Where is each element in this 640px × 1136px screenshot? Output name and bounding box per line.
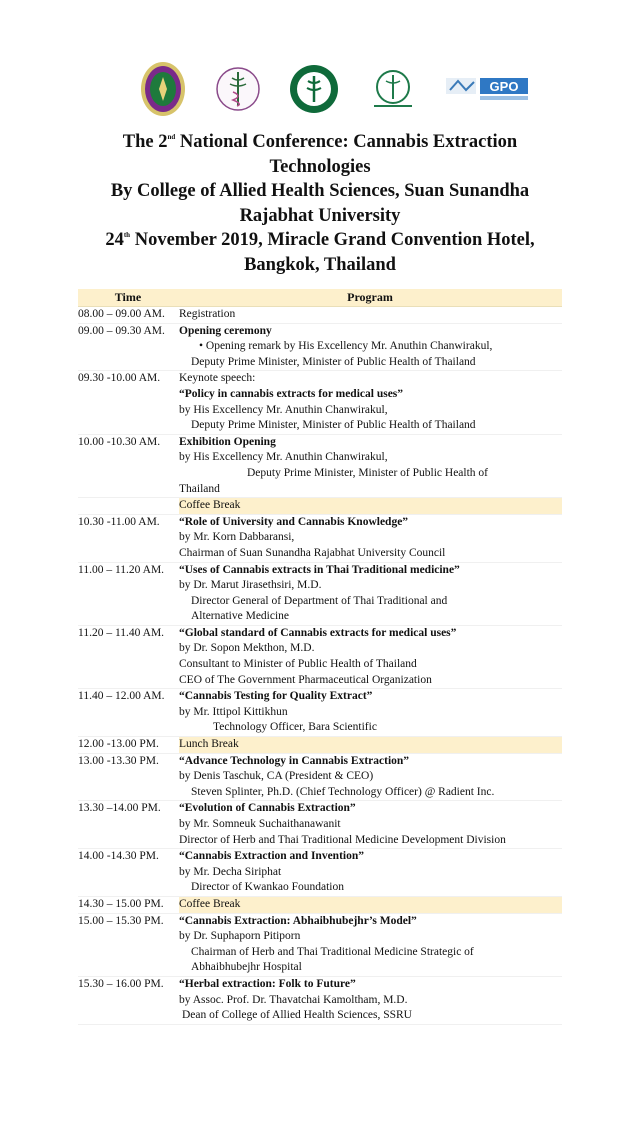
gpo-logo (446, 76, 530, 102)
program-cell: “Role of University and Cannabis Knowledge” by Mr. Korn Dabbaransi, Chairman of Suan Sunandha Rajabhat University Council (179, 515, 446, 559)
table-row (78, 977, 562, 1025)
university-seal-logo (140, 61, 186, 117)
table-row (78, 515, 562, 563)
title-line-1: The 2nd National Conference: Cannabis Extraction (122, 132, 518, 152)
logo-strip (140, 58, 530, 120)
program-cell: Registration (179, 308, 236, 320)
time-cell: 13.30 –14.00 PM. (78, 802, 161, 815)
time-cell (78, 498, 179, 514)
table-row-break (78, 737, 562, 754)
program-cell: Opening ceremony • Opening remark by His Excellency Mr. Anuthin Chanwirakul, Deputy Prime Minister, Minister of Public Health of Thailand (179, 324, 493, 368)
program-cell: “Cannabis Extraction and Invention” by Mr. Decha Siriphat Director of Kwankao Foundation (179, 850, 364, 894)
table-row (78, 435, 562, 498)
time-column-header: Time (114, 290, 142, 304)
program-cell: “Global standard of Cannabis extracts for medical uses” by Dr. Sopon Mekthon, M.D. Consultant to Minister of Public Health of Thailand CEO of The Government Pharmaceutical Organization (179, 626, 457, 686)
title-line-4: Rajabhat University (239, 205, 401, 226)
program-cell: Coffee Break (179, 498, 562, 514)
table-row (78, 626, 562, 689)
table-row (78, 849, 562, 897)
time-cell: 08.00 – 09.00 AM. (78, 308, 165, 320)
time-cell: 11.00 – 11.20 AM. (78, 563, 165, 576)
program-cell: Exhibition Opening by His Excellency Mr. Anuthin Chanwirakul, Deputy Prime Minister, Minister of Public Health of Thailand (179, 435, 489, 495)
program-cell: Coffee Break (179, 897, 562, 913)
program-cell: “Cannabis Testing for Quality Extract” by Mr. Ittipol Kittikhun Technology Officer, Bara Scientific (179, 690, 377, 734)
time-cell: 14.30 – 15.00 PM. (78, 897, 164, 910)
time-cell: 15.30 – 16.00 PM. (78, 977, 164, 990)
program-column-header: Program (347, 290, 393, 304)
schedule-table (78, 289, 562, 1025)
time-cell: 14.00 -14.30 PM. (78, 850, 159, 863)
gpo-logo-text: GPO (489, 79, 519, 94)
time-cell: 09.00 – 09.30 AM. (78, 324, 165, 337)
table-row (78, 801, 562, 849)
table-row (78, 324, 562, 372)
time-cell: 12.00 -13.00 PM. (78, 738, 159, 751)
program-cell: Keynote speech: “Policy in cannabis extracts for medical uses” by His Excellency Mr. Anuthin Chanwirakul, Deputy Prime Minister, Minister of Public Health of Thailand (179, 372, 476, 432)
table-row-break (78, 498, 562, 515)
time-cell: 11.40 – 12.00 AM. (78, 690, 165, 703)
time-cell: 10.30 -11.00 AM. (78, 515, 160, 528)
table-row (78, 754, 562, 802)
thai-traditional-medicine-dept-logo (368, 69, 418, 109)
college-caduceus-logo (215, 64, 261, 114)
table-row-break (78, 897, 562, 914)
time-cell: 15.00 – 15.30 PM. (78, 914, 164, 927)
table-header (78, 289, 562, 307)
table-row (78, 563, 562, 626)
table-row (78, 914, 562, 977)
time-cell: 09.30 -10.00 AM. (78, 372, 161, 385)
title-line-5: 24th November 2019, Miracle Grand Convention Hotel, (105, 230, 535, 250)
ministry-of-public-health-logo (289, 63, 339, 115)
time-cell: 13.00 -13.30 PM. (78, 754, 159, 767)
time-cell: 11.20 – 11.40 AM. (78, 626, 165, 639)
program-cell: Lunch Break (179, 737, 562, 753)
program-cell: “Uses of Cannabis extracts in Thai Traditional medicine” by Dr. Marut Jirasethsiri, M.D. Director General of Department of Thai Traditional and Alternative Medicine (179, 563, 460, 623)
time-cell: 10.00 -10.30 AM. (78, 435, 161, 448)
title-line-6: Bangkok, Thailand (244, 254, 396, 275)
program-cell: “Evolution of Cannabis Extraction” by Mr. Somneuk Suchaithanawanit Director of Herb and Thai Traditional Medicine Development Division (179, 802, 506, 846)
table-row (78, 307, 562, 324)
program-cell: “Cannabis Extraction: Abhaibhubejhr’s Model” by Dr. Suphaporn Pitiporn Chairman of Herb and Thai Traditional Medicine Strategic of Abhaibhubejhr Hospital (179, 914, 474, 974)
conference-title (60, 130, 580, 277)
table-row (78, 689, 562, 737)
title-line-2: Technologies (269, 156, 371, 177)
program-cell: “Herbal extraction: Folk to Future” by Assoc. Prof. Dr. Thavatchai Kamoltham, M.D. Dean of College of Allied Health Sciences, SSRU (179, 977, 412, 1022)
program-cell: “Advance Technology in Cannabis Extraction” by Denis Taschuk, CA (President & CEO) Steven Splinter, Ph.D. (Chief Technology Officer) @ Radient Inc. (179, 754, 495, 798)
title-line-3: By College of Allied Health Sciences, Suan Sunandha (110, 181, 530, 201)
table-row (78, 371, 562, 434)
